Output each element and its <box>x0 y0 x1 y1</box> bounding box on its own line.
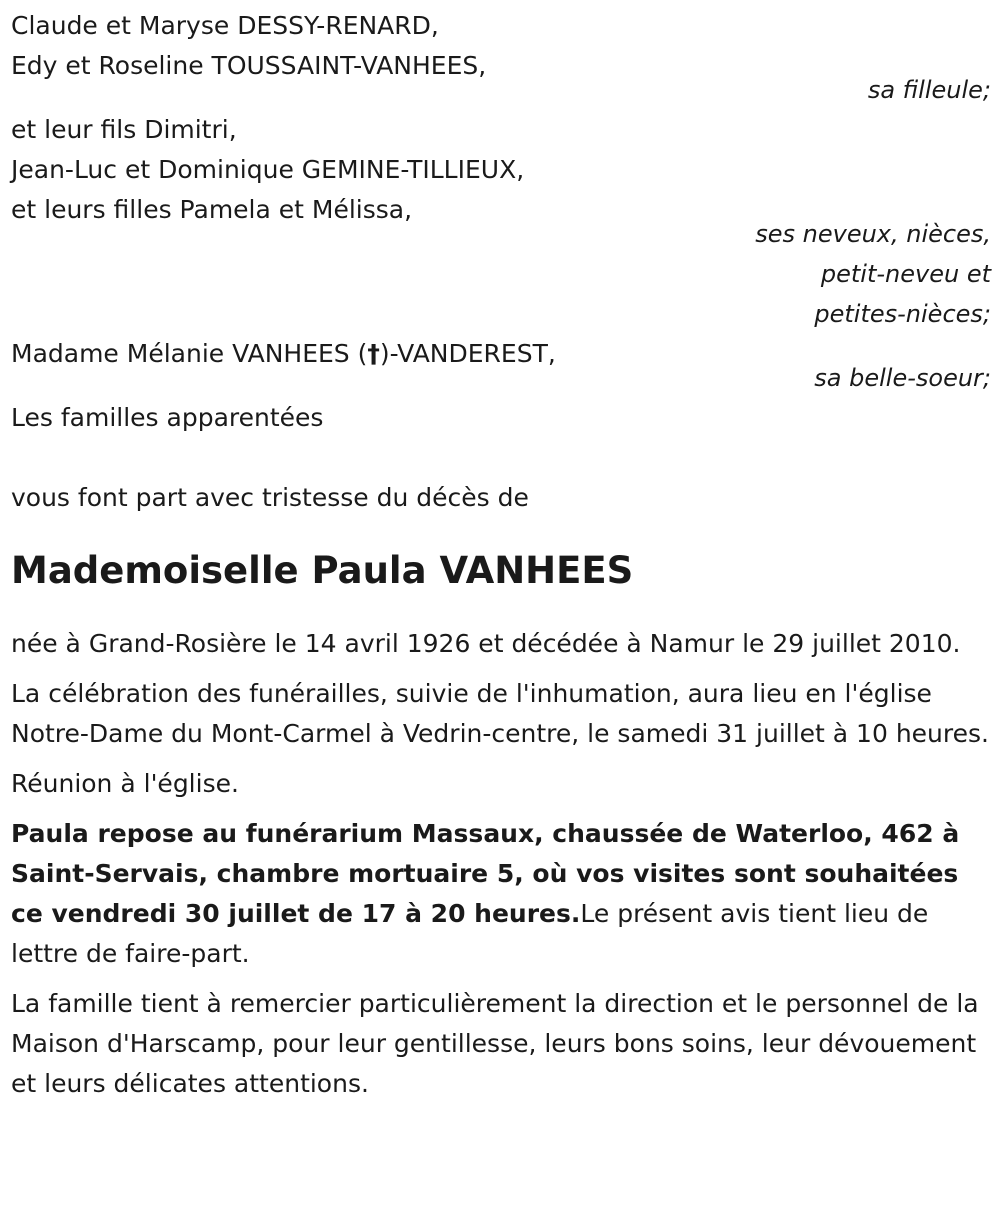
role-nephews-c: petites-nièces; <box>814 300 991 328</box>
family-line-daughters: et leurs filles Pamela et Mélissa, <box>11 195 413 224</box>
melanie-name-part2: )-VANDEREST, <box>379 339 556 368</box>
thanks-paragraph: La famille tient à remercier particulièrement la direction et le personnel de la Maison d'Harscamp, pour leur gentillesse, leurs bons soins, leur dévouement et leurs délicates attentions. <box>11 989 979 1098</box>
melanie-name-part1: Madame Mélanie VANHEES ( <box>11 339 368 368</box>
cross-icon: † <box>367 339 380 368</box>
deceased-name: Mademoiselle Paula VANHEES <box>11 549 634 592</box>
role-nephews-b: petit-neveu et <box>820 260 991 288</box>
family-line-gemine: Jean-Luc et Dominique GEMINE-TILLIEUX, <box>11 155 525 184</box>
funeral-paragraph: La célébration des funérailles, suivie de l'inhumation, aura lieu en l'église Notre-Dame du Mont-Carmel à Vedrin-centre, le samedi 31 juillet à 10 heures. <box>11 679 989 748</box>
rest-paragraph <box>11 814 991 974</box>
role-sister-in-law: sa belle-soeur; <box>814 364 991 392</box>
family-line-related: Les familles apparentées <box>11 403 324 432</box>
birth-death-paragraph: née à Grand-Rosière le 14 avril 1926 et décédée à Namur le 29 juillet 2010. <box>11 629 961 658</box>
rest-normal-text: Le présent avis tient lieu de lettre de faire-part. <box>11 899 929 968</box>
meeting-paragraph: Réunion à l'église. <box>11 769 239 798</box>
family-line-dessy: Claude et Maryse DESSY-RENARD, <box>11 11 439 40</box>
rest-bold-text: Paula repose au funérarium Massaux, chaussée de Waterloo, 462 à Saint-Servais, chambre mortuaire 5, où vos visites sont souhaitées ce vendredi 30 juillet de 17 à 20 heures. <box>11 819 960 928</box>
role-goddaughter: sa filleule; <box>867 76 991 104</box>
obituary-notice <box>11 0 991 1114</box>
family-line-toussaint: Edy et Roseline TOUSSAINT-VANHEES, <box>11 51 487 80</box>
role-nephews-a: ses neveux, nièces, <box>755 220 991 248</box>
family-line-dimitri: et leur fils Dimitri, <box>11 115 237 144</box>
announcement-text: vous font part avec tristesse du décès de <box>11 483 529 512</box>
